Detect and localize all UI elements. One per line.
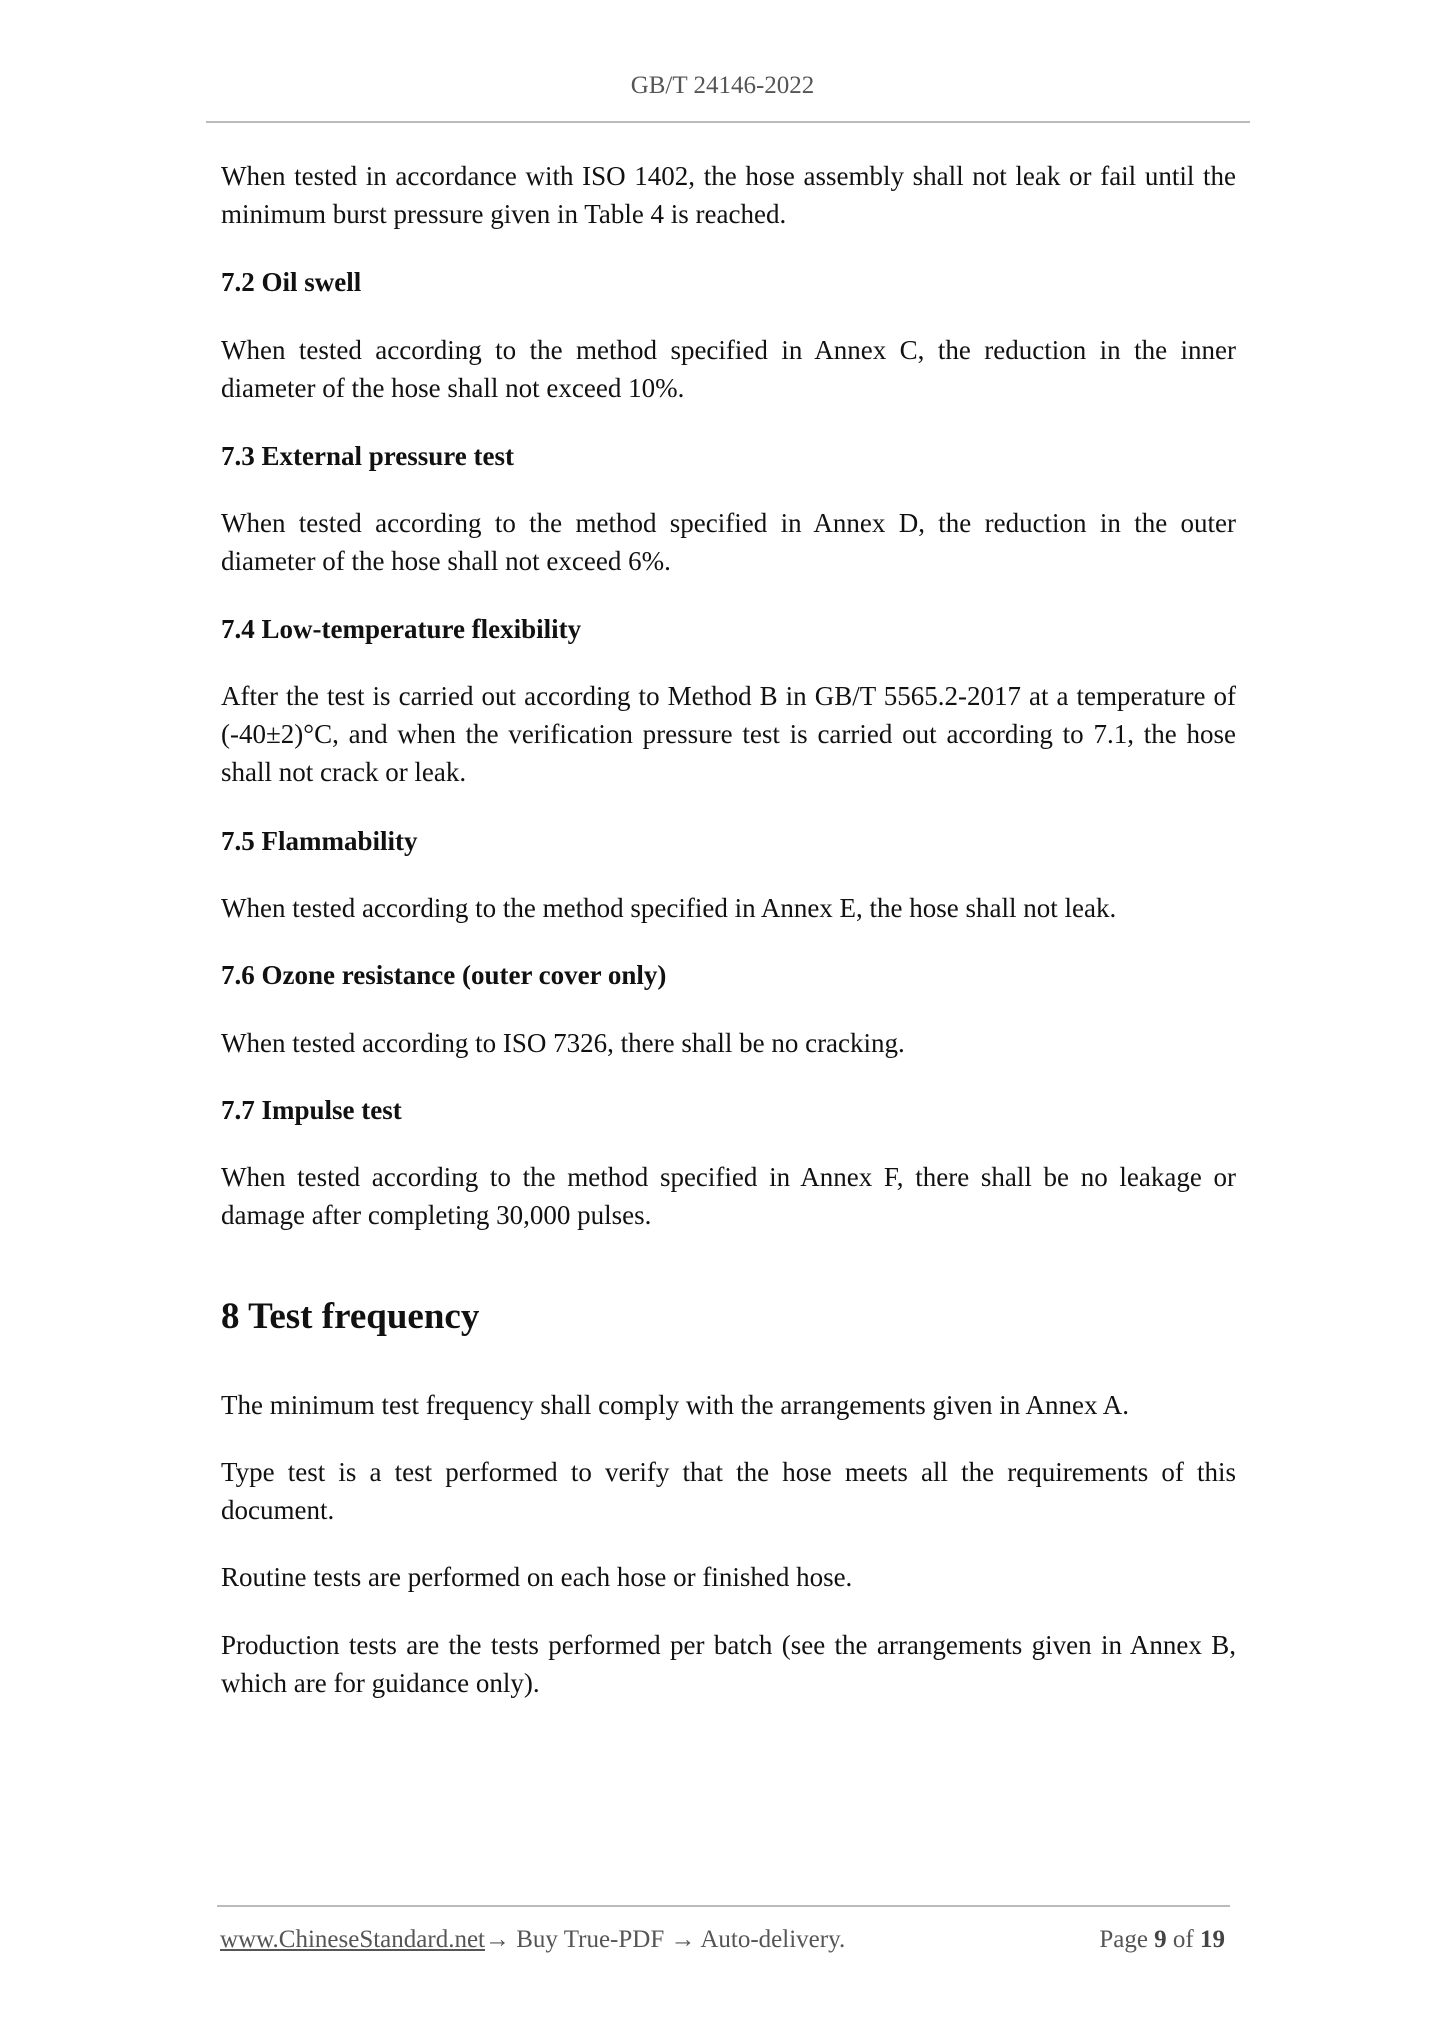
page-indicator [1099,1926,1225,1954]
document-header: GB/T 24146-2022 [630,72,815,99]
paragraph: When tested according to the method specified in Annex D, the reduction in the outer diameter of the hose shall not exceed 6%. [221,508,1236,576]
paragraph: Routine tests are performed on each hose or finished hose. [221,1562,853,1592]
footer-divider [217,1905,1230,1907]
section-heading: 7.6 Ozone resistance (outer cover only) [221,960,667,990]
arrow-right-icon: → [485,1926,510,1953]
paragraph: Production tests are the tests performed per batch (see the arrangements given in Annex B, which are for guidance only). [221,1630,1236,1698]
arrow-right-icon: → [670,1926,696,1953]
page-number: 9 [1154,1926,1167,1953]
paragraph: When tested according to the method specified in Annex E, the hose shall not leak. [221,893,1117,923]
chapter-heading: 8 Test frequency [221,1296,480,1337]
buy-text: Buy True-PDF [510,1926,671,1953]
section-heading: 7.7 Impulse test [221,1095,402,1125]
of-label: of [1172,1926,1194,1953]
section-heading: 7.2 Oil swell [221,267,362,297]
paragraph: Type test is a test performed to verify that the hose meets all the requirements of this document. [221,1457,1236,1525]
header-divider [206,121,1250,123]
paragraph: After the test is carried out according to Method B in GB/T 5565.2-2017 at a temperature of (-40±2)°C, and when the verification pressure test is carried out according to 7.1, the hose shall not crack or leak. [221,681,1236,787]
paragraph: The minimum test frequency shall comply with the arrangements given in Annex A. [221,1390,1130,1420]
website-link[interactable]: www.ChineseStandard.net [220,1926,485,1953]
paragraph: When tested according to the method specified in Annex F, there shall be no leakage or damage after completing 30,000 pulses. [221,1162,1236,1230]
page-label: Page [1099,1926,1148,1953]
paragraph: When tested according to ISO 7326, there shall be no cracking. [221,1028,905,1058]
section-heading: 7.4 Low-temperature flexibility [221,614,582,644]
footer-left [220,1926,845,1954]
section-heading: 7.5 Flammability [221,826,418,856]
paragraph: When tested according to the method specified in Annex C, the reduction in the inner diameter of the hose shall not exceed 10%. [221,335,1236,403]
section-heading: 7.3 External pressure test [221,441,514,471]
page-total: 19 [1200,1926,1225,1953]
delivery-text: Auto-delivery. [695,1926,846,1953]
paragraph: When tested in accordance with ISO 1402, the hose assembly shall not leak or fail until the minimum burst pressure given in Table 4 is reached. [221,161,1236,229]
